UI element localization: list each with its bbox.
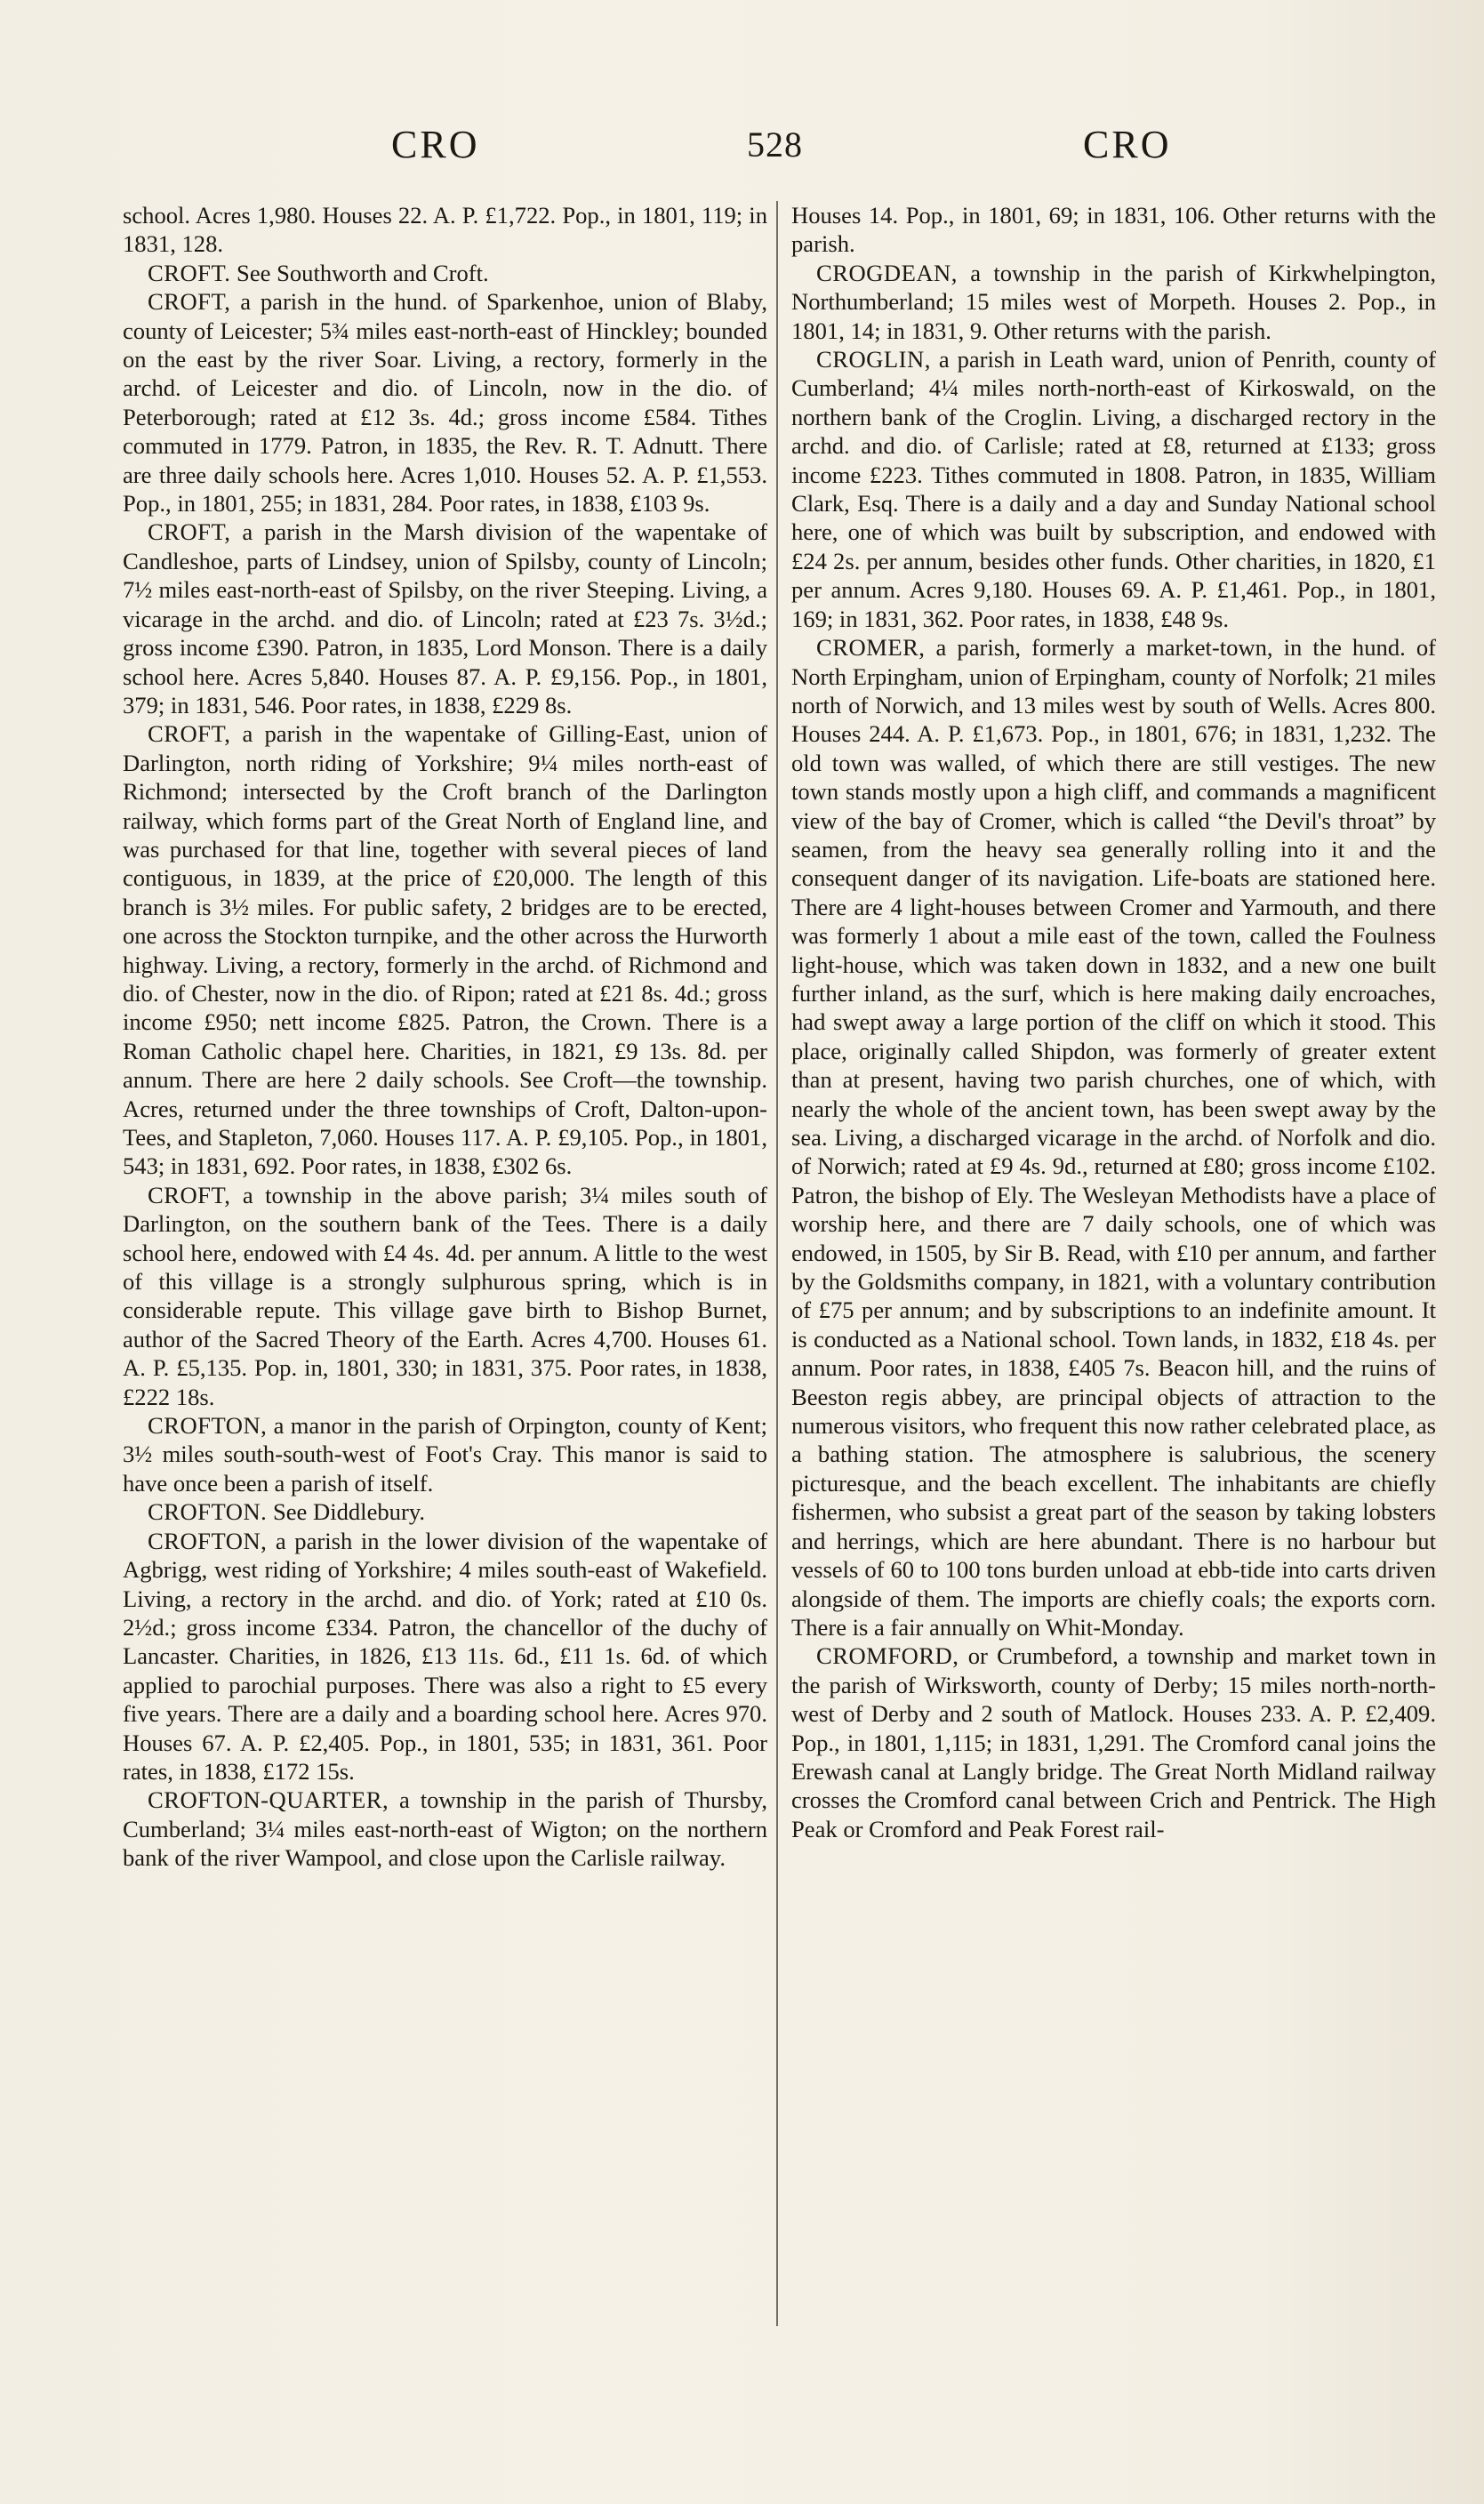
entry-text: See Diddlebury. [272, 1498, 426, 1526]
entry [123, 259, 767, 287]
entry-text: a parish in the hund. of Sparkenhoe, union of Blaby, county of Leicester; 5¾ miles east-north-east of Hinckley; bounded on the east by the river Soar. Living, a rectory, formerly in the archd. of Leicester and dio. of Lincoln, now in the dio. of Peterborough; rated at £12 3s. 4d.; gross income £584. Tithes commuted in 1779. Patron, in 1835, the Rev. R. T. Adnutt. There are three daily schools here. Acres 1,010. Houses 52. A. P. £1,553. Pop., in 1801, 255; in 1831, 284. Poor rates, in 1838, £103 9s. [123, 288, 767, 518]
entry [791, 633, 1436, 1641]
entry [123, 1181, 767, 1411]
entry [791, 345, 1436, 633]
entry-headword: CROGLIN, [816, 346, 931, 373]
right-column [791, 201, 1436, 1843]
entry-headword: CROFT, [148, 288, 231, 316]
entry [123, 287, 767, 518]
entry-headword: CROFTON, [148, 1527, 268, 1554]
entry-continued: Houses 14. Pop., in 1801, 69; in 1831, 106. Other returns with the parish. [791, 202, 1436, 258]
entry-headword: CROFT, [148, 518, 231, 546]
entry [123, 1497, 767, 1526]
header-right-word: CRO [1083, 123, 1172, 166]
entry-text: a parish, formerly a market-town, in the hund. of North Erpingham, union of Erpingham, county of Norfolk; 21 miles north of Norwich, and 13 miles west by south of Wells. Acres 800. Houses 244. A. P. £1,673. Pop., in 1801, 676; in 1831, 1,232. The old town was walled, of which there are still vestiges. The new town stands mostly upon a high cliff, and commands a magnificent view of the bay of Cromer, which is called “the Devil's throat” by seamen, from the heavy sea generally rolling into it and the consequent danger of its navigation. Life-boats are stationed here. There are 4 light-houses between Cromer and Yarmouth, and there was formerly 1 about a mile east of the town, called the Foulness light-house, which was taken down in 1832, and a new one built further inland, as the surf, which is here making daily encroaches, had swept away a large portion of the cliff on which it stood. This place, originally called Shipdon, was formerly of greater extent than at present, having two parish churches, one of which, with nearly the whole of the ancient town, has been swept away by the sea. Living, a discharged vicarage in the archd. of Norfolk and dio. of Norwich; rated at £9 4s. 9d., returned at £80; gross income £102. Patron, the bishop of Ely. The Wesleyan Methodists have a place of worship here, and there are 7 daily schools, one of which was endowed, in 1505, by Sir B. Read, with £10 per annum, and farther by the Goldsmiths company, in 1821, with a voluntary contribution of £75 per annum; and by subscriptions to an indefinite amount. It is conducted as a National school. Town lands, in 1832, £18 4s. per annum. Poor rates, in 1838, £405 7s. Beacon hill, and the ruins of Beeston regis abbey, are principal objects of attraction to the numerous visitors, who frequent this now rather celebrated place, as a bathing station. The atmosphere is salubrious, the scenery picturesque, and the beach excellent. The inhabitants are chiefly fishermen, who subsist a great part of the season by taking lobsters and herrings, which are here abundant. There is no harbour but vessels of 60 to 100 tons burden unload at ebb-tide into carts driven alongside of them. The imports are chiefly coals; the exports corn. There is a fair annually on Whit-Monday. [791, 634, 1436, 1641]
entry-headword: CROFT, [148, 720, 231, 748]
entry-text: a parish in the Marsh division of the wapentake of Candleshoe, parts of Lindsey, union of Spilsby, county of Lincoln; 7½ miles east-north-east of Spilsby, on the river Steeping. Living, a vicarage in the archd. and dio. of Lincoln; rated at £23 7s. 3½d.; gross income £390. Patron, in 1835, Lord Monson. There is a daily school here. Acres 5,840. Houses 87. A. P. £9,156. Pop., in 1801, 379; in 1831, 546. Poor rates, in 1838, £229 8s. [123, 518, 767, 718]
entry-headword: CROMFORD, [816, 1642, 959, 1670]
entry [123, 518, 767, 719]
entry-continued: school. Acres 1,980. Houses 22. A. P. £1,722. Pop., in 1801, 119; in 1831, 128. [123, 202, 767, 258]
entry [791, 1641, 1436, 1843]
entry-text: a manor in the parish of Orpington, county of Kent; 3½ miles south-south-west of Foot's Cray. This manor is said to have once been a parish of itself. [123, 1412, 767, 1497]
entry-headword: CROMER, [816, 634, 926, 662]
entry-text: a township in the above parish; 3¼ miles south of Darlington, on the southern bank of the Tees. There is a daily school here, endowed with £4 4s. 4d. per annum. A little to the west of this village is a strongly sulphurous spring, which is in considerable repute. This village gave birth to Bishop Burnet, author of the Sacred Theory of the Earth. Acres 4,700. Houses 61. A. P. £5,135. Pop. in, 1801, 330; in 1831, 375. Poor rates, in 1838, £222 18s. [123, 1181, 767, 1410]
entry-text: See Southworth and Croft. [237, 259, 489, 286]
entry [123, 1527, 767, 1786]
entry-text: a township in the parish of Kirkwhelpington, Northumberland; 15 miles west of Morpeth. Houses 2. Pop., in 1801, 14; in 1831, 9. Other returns with the parish. [791, 259, 1436, 344]
entry [123, 1786, 767, 1872]
entry-headword: CROFTON-QUARTER, [148, 1786, 389, 1814]
entry [791, 259, 1436, 345]
entry-text: a parish in Leath ward, union of Penrith, county of Cumberland; 4¼ miles north-north-east of Kirkoswald, on the northern bank of the Croglin. Living, a discharged rectory in the archd. and dio. of Carlisle; rated at £8, returned at £133; gross income £223. Tithes commuted in 1808. Patron, in 1835, William Clark, Esq. There is a daily and a day and Sunday National school here, one of which was built by subscription, and endowed with £24 2s. per annum, besides other funds. Other charities, in 1820, £1 per annum. Acres 9,180. Houses 69. A. P. £1,461. Pop., in 1801, 169; in 1831, 362. Poor rates, in 1838, £48 9s. [791, 346, 1436, 632]
entry-headword: CROGDEAN, [816, 259, 958, 286]
entry-headword: CROFTON, [148, 1412, 268, 1440]
entry [123, 719, 767, 1181]
running-header [0, 114, 1484, 176]
entry-text: a township in the parish of Thursby, Cumberland; 3¼ miles east-north-east of Wigton; on the northern bank of the river Wampool, and close upon the Carlisle railway. [123, 1786, 768, 1872]
column-divider [776, 201, 778, 2326]
entry-headword: CROFT. [148, 259, 231, 286]
entry-text: a parish in the wapentake of Gilling-East, union of Darlington, north riding of Yorkshire; 9¼ miles north-east of Richmond; intersected by the Croft branch of the Darlington railway, which forms part of the Great North of England line, and was purchased for that line, together with several pieces of land contiguous, in 1839, at the price of £20,000. The length of this branch is 3½ miles. For public safety, 2 bridges are to be erected, one across the Stockton turnpike, and the other across the Hurworth highway. Living, a rectory, formerly in the archd. of Richmond and dio. of Chester, now in the dio. of Ripon; rated at £21 8s. 4d.; gross income £950; nett income £825. Patron, the Crown. There is a Roman Catholic chapel here. Charities, in 1821, £9 13s. 8d. per annum. There are here 2 daily schools. See Croft—the township. Acres, returned under the three townships of Croft, Dalton-upon-Tees, and Stapleton, 7,060. Houses 117. A. P. £9,105. Pop., in 1801, 543; in 1831, 692. Poor rates, in 1838, £302 6s. [123, 720, 767, 1180]
entry [123, 1411, 767, 1497]
entry-text: or Crumbeford, a township and market town in the parish of Wirksworth, county of Derby; 15 miles north-north-west of Derby and 2 south of Matlock. Houses 233. A. P. £2,409. Pop., in 1801, 1,115; in 1831, 1,291. The Cromford canal joins the Erewash canal at Langly bridge. The Great North Midland railway crosses the Cromford canal between Crich and Pentrick. The High Peak or Cromford and Peak Forest rail- [791, 1642, 1436, 1842]
entry-headword: CROFT, [148, 1181, 231, 1208]
entry-headword: CROFTON. [148, 1498, 268, 1526]
left-column [123, 201, 767, 1873]
entry-text: a parish in the lower division of the wapentake of Agbrigg, west riding of Yorkshire; 4 miles south-east of Wakefield. Living, a rectory in the archd. and dio. of York; rated at £10 0s. 2½d.; gross income £334. Patron, the chancellor of the duchy of Lancaster. Charities, in 1826, £13 11s. 6d., £11 1s. 6d. of which applied to parochial purposes. There was also a right to £5 every five years. There are a daily and a boarding school here. Acres 970. Houses 67. A. P. £2,405. Pop., in 1801, 535; in 1831, 361. Poor rates, in 1838, £172 15s. [123, 1527, 767, 1785]
header-left-word: CRO [391, 123, 480, 166]
page-number: 528 [747, 124, 803, 165]
